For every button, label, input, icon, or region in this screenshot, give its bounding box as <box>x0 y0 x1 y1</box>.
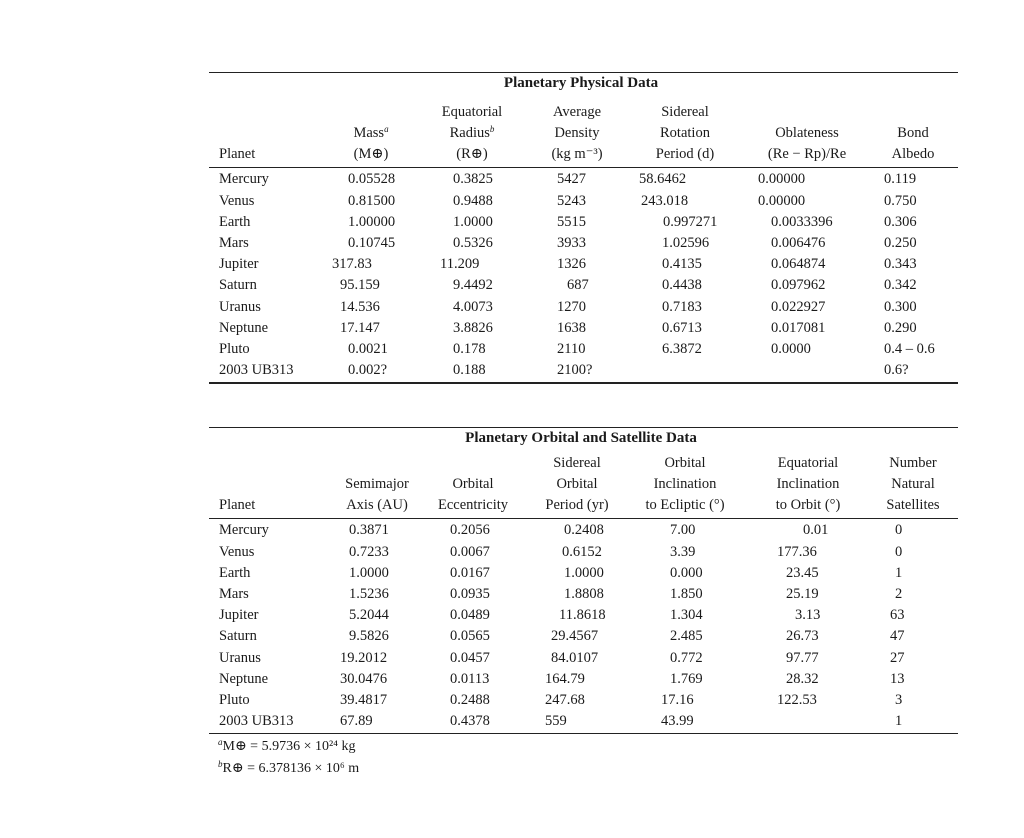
table-cell: 1638 <box>557 319 586 336</box>
planet-name: 2003 UB313 <box>219 713 294 730</box>
footnote-b: $^b$R⊕ = 6.378136 × 10⁶ m <box>218 759 360 776</box>
table-cell: 84.0107 <box>551 649 599 666</box>
table-row <box>209 605 958 626</box>
table-row <box>209 520 958 541</box>
table-cell: 0.022927 <box>771 298 826 315</box>
physical-header-line: Average <box>552 104 602 120</box>
orbital-header-line: Orbital <box>664 455 706 471</box>
planet-name: Neptune <box>219 319 269 336</box>
orbital-table-title: Planetary Orbital and Satellite Data <box>465 430 697 447</box>
planet-name: Earth <box>219 564 251 581</box>
planet-name: Mercury <box>219 171 269 188</box>
table-cell: 0.01 <box>803 522 829 539</box>
physical-header-col-0 <box>219 144 255 165</box>
physical-header-line: Rotation <box>660 124 710 141</box>
physical-header-line: Bond <box>897 124 929 141</box>
physical-header-line: (R⊕) <box>456 145 488 162</box>
table-cell: 0.997271 <box>663 213 718 230</box>
table-cell: 39.4817 <box>340 691 388 708</box>
table-cell: 0.119 <box>884 171 917 188</box>
table-cell: 122.53 <box>777 691 817 708</box>
table-cell: 0.2056 <box>450 522 490 539</box>
table-cell: 0.81500 <box>348 192 396 209</box>
planet-name: Saturn <box>219 628 257 645</box>
table-cell: 0.064874 <box>771 256 826 273</box>
table-cell: 28.32 <box>786 670 819 687</box>
orbital-header-line: Natural <box>891 475 935 492</box>
table-cell: 2.485 <box>670 628 703 645</box>
table-cell: 29.4567 <box>551 628 599 645</box>
planet-name: Venus <box>219 192 255 209</box>
physical-table-header <box>209 93 958 167</box>
table-row <box>209 169 958 190</box>
table-cell: 0.290 <box>884 319 917 336</box>
table-cell: 0.017081 <box>771 319 826 336</box>
table-row <box>209 711 958 732</box>
footnote-a: $^a$M⊕ = 5.9736 × 10²⁴ kg <box>218 737 356 754</box>
table-row <box>209 360 958 381</box>
table-cell: 243.018 <box>641 192 689 209</box>
table-cell: 0.9488 <box>453 192 493 209</box>
orbital-data-table <box>209 427 958 734</box>
table-row <box>209 212 958 233</box>
table-cell: 1 <box>895 713 903 730</box>
table-cell: 2100? <box>557 362 593 379</box>
orbital-header-line: Eccentricity <box>437 496 509 513</box>
table-cell: 1.5236 <box>349 585 389 602</box>
table-cell: 2 <box>895 585 903 602</box>
orbital-header-line: Number <box>889 455 937 471</box>
orbital-header-line: Inclination <box>776 475 840 492</box>
table-cell: 1.0000 <box>564 564 604 581</box>
table-cell: 0 <box>895 522 903 539</box>
table-cell: 0.4438 <box>662 277 702 294</box>
orbital-header-col-6 <box>843 453 983 515</box>
planet-name: Jupiter <box>219 607 259 624</box>
bottom-rule <box>209 733 958 734</box>
orbital-header-col-4 <box>615 453 755 515</box>
planet-name: Jupiter <box>219 256 259 273</box>
table-cell: 47 <box>890 628 905 645</box>
table-cell: 11.209 <box>440 256 480 273</box>
planet-name: Neptune <box>219 670 269 687</box>
physical-data-table <box>209 72 958 384</box>
table-cell: 0.188 <box>453 362 486 379</box>
table-cell: 25.19 <box>786 585 819 602</box>
table-cell: 0.10745 <box>348 234 396 251</box>
orbital-header-line: Equatorial <box>777 455 839 471</box>
table-cell: 0.0113 <box>450 670 490 687</box>
planet-name: Venus <box>219 543 255 560</box>
table-row <box>209 297 958 318</box>
table-row <box>209 254 958 275</box>
table-cell: 0.342 <box>884 277 917 294</box>
table-cell: 5427 <box>557 171 586 188</box>
table-cell: 1.769 <box>670 670 703 687</box>
table-cell: 30.0476 <box>340 670 388 687</box>
physical-header-line: Period (d) <box>655 145 715 162</box>
table-cell: 0.5326 <box>453 234 493 251</box>
table-cell: 1.02596 <box>662 234 710 251</box>
table-cell: 1.304 <box>670 607 703 624</box>
table-cell: 17.147 <box>340 319 380 336</box>
table-cell: 0.0033396 <box>771 213 833 230</box>
physical-header-line: (Re − Rp)/Re <box>767 145 847 162</box>
table-row <box>209 318 958 339</box>
table-cell: 0.00000 <box>758 171 806 188</box>
table-row <box>209 339 958 360</box>
planet-name: Uranus <box>219 649 261 666</box>
table-cell: 19.2012 <box>340 649 388 666</box>
physical-header-line: Density <box>554 124 600 141</box>
table-row <box>209 542 958 563</box>
table-cell: 4.0073 <box>453 298 493 315</box>
orbital-header-line: Axis (AU) <box>346 496 408 513</box>
table-cell: 5243 <box>557 192 586 209</box>
table-cell: 3 <box>895 691 903 708</box>
table-cell: 1.8808 <box>564 585 604 602</box>
physical-header-line: Oblateness <box>775 124 839 141</box>
table-row <box>209 669 958 690</box>
table-cell: 3933 <box>557 234 586 251</box>
table-cell: 0.4378 <box>450 713 490 730</box>
table-cell: 0.0935 <box>450 585 490 602</box>
planet-name: Mars <box>219 585 249 602</box>
table-cell: 0.772 <box>670 649 703 666</box>
table-cell: 26.73 <box>786 628 819 645</box>
table-cell: 0.250 <box>884 234 917 251</box>
physical-header-col-6 <box>843 123 983 165</box>
table-cell: 0.0021 <box>348 340 388 357</box>
table-cell: 3.8826 <box>453 319 493 336</box>
planet-name: Pluto <box>219 691 250 708</box>
table-cell: 9.5826 <box>349 628 389 645</box>
table-cell: 687 <box>567 277 589 294</box>
table-cell: 13 <box>890 670 905 687</box>
table-cell: 0.05528 <box>348 171 396 188</box>
table-cell: 0.0067 <box>450 543 490 560</box>
table-cell: 9.4492 <box>453 277 493 294</box>
orbital-header-col-0 <box>219 495 255 516</box>
table-cell: 0.000 <box>670 564 703 581</box>
table-row <box>209 191 958 212</box>
table-row <box>209 233 958 254</box>
table-cell: 14.536 <box>340 298 380 315</box>
table-cell: 0.0000 <box>771 340 811 357</box>
footnotes <box>218 736 359 780</box>
table-row <box>209 690 958 711</box>
table-row <box>209 584 958 605</box>
table-row <box>209 563 958 584</box>
table-cell: 0 <box>895 543 903 560</box>
table-cell: 0.300 <box>884 298 917 315</box>
table-cell: 0.6? <box>884 362 909 379</box>
physical-table-title: Planetary Physical Data <box>503 75 659 92</box>
table-cell: 3.13 <box>795 607 821 624</box>
table-row <box>209 275 958 296</box>
orbital-header-line: Inclination <box>653 475 717 492</box>
planet-name: Mercury <box>219 522 269 539</box>
physical-header-line: Planet <box>219 145 256 162</box>
orbital-table-header <box>209 448 958 518</box>
table-cell: 1.00000 <box>348 213 396 230</box>
table-cell: 559 <box>545 713 567 730</box>
orbital-header-line: Planet <box>219 496 256 513</box>
table-cell: 0.0565 <box>450 628 490 645</box>
table-cell: 2110 <box>557 340 586 357</box>
orbital-header-line: Satellites <box>886 496 940 513</box>
table-cell: 1 <box>895 564 903 581</box>
physical-header-line: (kg m⁻³) <box>551 145 603 162</box>
orbital-header-line: Semimajor <box>345 475 409 492</box>
table-row <box>209 626 958 647</box>
table-cell: 0.6713 <box>662 319 702 336</box>
planet-name: Earth <box>219 213 251 230</box>
table-cell: 95.159 <box>340 277 380 294</box>
table-cell: 5.2044 <box>349 607 389 624</box>
table-cell: 1.0000 <box>453 213 493 230</box>
physical-header-line: Mass$^a$ <box>353 123 389 141</box>
table-cell: 67.89 <box>340 713 373 730</box>
table-cell: 177.36 <box>777 543 817 560</box>
orbital-header-line: Period (yr) <box>545 496 609 513</box>
table-cell: 0.750 <box>884 192 917 209</box>
table-cell: 0.7183 <box>662 298 702 315</box>
table-cell: 7.00 <box>670 522 696 539</box>
table-cell: 0.0457 <box>450 649 490 666</box>
table-cell: 0.3825 <box>453 171 493 188</box>
physical-table-body <box>209 168 958 382</box>
table-cell: 317.83 <box>332 256 372 273</box>
table-row <box>209 648 958 669</box>
table-cell: 0.002? <box>348 362 388 379</box>
table-cell: 5515 <box>557 213 586 230</box>
table-cell: 1.0000 <box>349 564 389 581</box>
table-cell: 0.178 <box>453 340 486 357</box>
orbital-table-body <box>209 519 958 733</box>
table-cell: 0.00000 <box>758 192 806 209</box>
table-cell: 63 <box>890 607 905 624</box>
table-cell: 1270 <box>557 298 586 315</box>
table-cell: 0.7233 <box>349 543 389 560</box>
table-cell: 43.99 <box>661 713 694 730</box>
planet-name: 2003 UB313 <box>219 362 294 379</box>
table-cell: 23.45 <box>786 564 819 581</box>
table-cell: 0.4135 <box>662 256 702 273</box>
bottom-rule <box>209 382 958 383</box>
table-cell: 1326 <box>557 256 586 273</box>
orbital-header-line: Sidereal <box>553 455 601 471</box>
planet-name: Uranus <box>219 298 261 315</box>
table-cell: 0.0489 <box>450 607 490 624</box>
table-cell: 0.097962 <box>771 277 826 294</box>
physical-header-line: Sidereal <box>661 104 709 120</box>
table-cell: 0.006476 <box>771 234 826 251</box>
table-cell: 1.850 <box>670 585 703 602</box>
table-cell: 164.79 <box>545 670 585 687</box>
table-cell: 0.2488 <box>450 691 490 708</box>
planet-name: Pluto <box>219 340 250 357</box>
table-cell: 0.4 – 0.6 <box>884 340 935 357</box>
table-cell: 0.343 <box>884 256 917 273</box>
table-cell: 27 <box>890 649 905 666</box>
planet-name: Saturn <box>219 277 257 294</box>
physical-header-line: Equatorial <box>441 104 503 120</box>
physical-header-line: Albedo <box>891 145 935 162</box>
table-cell: 58.6462 <box>639 171 687 188</box>
orbital-header-line: to Orbit (°) <box>775 496 841 513</box>
table-cell: 0.0167 <box>450 564 490 581</box>
table-cell: 6.3872 <box>662 340 702 357</box>
table-cell: 3.39 <box>670 543 696 560</box>
table-cell: 97.77 <box>786 649 819 666</box>
physical-header-line: Radius$^b$ <box>449 123 495 141</box>
orbital-header-line: Orbital <box>452 475 494 492</box>
table-cell: 0.306 <box>884 213 917 230</box>
physical-header-line: (M⊕) <box>353 145 389 162</box>
table-cell: 11.8618 <box>559 607 606 624</box>
table-cell: 0.2408 <box>564 522 604 539</box>
table-cell: 0.6152 <box>562 543 602 560</box>
orbital-header-line: Orbital <box>556 475 598 492</box>
table-cell: 247.68 <box>545 691 585 708</box>
physical-header-col-4 <box>615 102 755 164</box>
table-cell: 0.3871 <box>349 522 389 539</box>
table-cell: 17.16 <box>661 691 694 708</box>
orbital-header-line: to Ecliptic (°) <box>645 496 725 513</box>
planet-name: Mars <box>219 234 249 251</box>
